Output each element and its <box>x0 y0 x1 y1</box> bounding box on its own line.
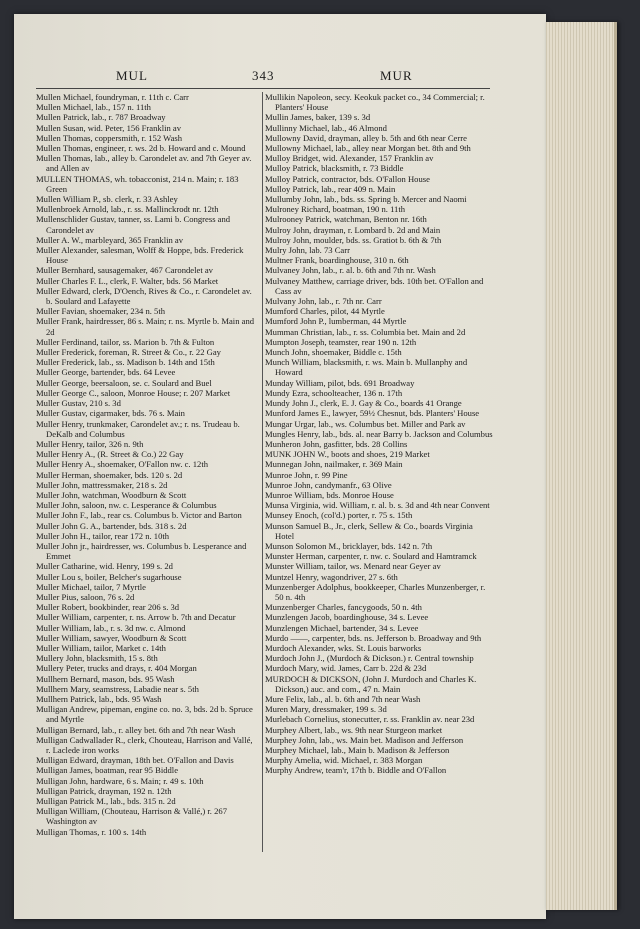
directory-entry: Muller Frederick, lab., ss. Madison b. 14th and 15th <box>36 357 215 368</box>
directory-entry: Mundy John J., clerk, E. J. Gay & Co., boards 41 Orange <box>265 398 462 409</box>
directory-entry: Muller Favian, shoemaker, 234 n. 5th <box>36 306 166 317</box>
directory-entry: Murphey Albert, lab., ws. 9th near Sturgeon market <box>265 724 443 735</box>
directory-entry: Muller Edward, clerk, D'Oench, Rives & Co., r. Carondelet av. b. Soulard and Lafayette <box>36 285 252 307</box>
directory-entry: Muller John H., tailor, rear 172 n. 10th <box>36 530 170 541</box>
directory-entry: Muller Frederick, foreman, R. Street & Co., r. 22 Gay <box>36 347 221 358</box>
directory-entry: Mullowny David, drayman, alley b. 5th and 6th near Cerre <box>265 132 467 143</box>
directory-entry: Mulloy Bridget, wid. Alexander, 157 Franklin av <box>265 153 434 164</box>
directory-entry: Mumman Christian, lab., r. ss. Columbia bet. Main and 2d <box>265 326 466 337</box>
directory-entry: Mulligan Patrick M., lab., bds. 315 n. 2d <box>36 796 176 807</box>
directory-entry: Mullhern Bernard, mason, bds. 95 Wash <box>36 673 175 684</box>
directory-entry: Mullery Peter, trucks and drays, r. 404 Morgan <box>36 663 197 674</box>
directory-entry: Muller William, tailor, Market c. 14th <box>36 642 166 653</box>
directory-entry: Mullen Susan, wid. Peter, 156 Franklin av <box>36 122 182 133</box>
directory-entry: Muller Michael, tailor, 7 Myrtle <box>36 581 146 592</box>
directory-entry: Munch William, blacksmith, r. ws. Main b. Mullanphy and Howard <box>265 357 468 378</box>
directory-entry: Muller Herman, shoemaker, bds. 120 s. 2d <box>36 469 183 480</box>
page-number: 343 <box>252 68 275 83</box>
directory-entry: Mundy Ezra, schoolteacher, 136 n. 17th <box>265 387 403 398</box>
directory-entry: Mulry John, lab. 73 Carr <box>265 245 350 256</box>
directory-entry: Munnegan John, nailmaker, r. 369 Main <box>265 459 403 470</box>
directory-entry: Munzenberger Adolphus, bookkeeper, Charles Munzenberger, r. 50 n. 4th <box>265 581 486 602</box>
directory-entry: MURDOCH & DICKSON, (John J. Murdoch and Charles K. Dickson,) auc. and com., 47 n. Main <box>265 673 477 694</box>
directory-entry: Mullen Michael, lab., 157 n. 11th <box>36 102 151 113</box>
directory-entry: Muller Henry, tailor, 326 n. 9th <box>36 438 144 449</box>
directory-entry: Mullhern Patrick, lab., bds. 95 Wash <box>36 693 162 704</box>
directory-entry: Mulligan Thomas, r. 100 s. 14th <box>36 826 147 837</box>
directory-entry: Mullen William P., sb. clerk, r. 33 Ashley <box>36 194 178 205</box>
directory-entry: Munzlengen Michael, bartender, 34 s. Levee <box>265 622 419 633</box>
directory-entry: Mungar Urgar, lab., ws. Columbus bet. Miller and Park av <box>265 418 466 429</box>
directory-entry: Mullowny Michael, lab., alley near Morgan bet. 8th and 9th <box>265 143 471 154</box>
directory-entry: Munzenberger Charles, fancygoods, 50 n. 4th <box>265 602 422 613</box>
directory-entry: Mulligan Bernard, lab., r. alley bet. 6th and 7th near Wash <box>36 724 236 735</box>
directory-entry: Muller John jr., hairdresser, ws. Columbus b. Lesperance and Emmet <box>36 540 247 562</box>
directory-entry: Mumford Charles, pilot, 44 Myrtle <box>265 306 385 317</box>
directory-entry: Muller Pius, saloon, 76 s. 2d <box>36 591 135 602</box>
directory-entry: Muller Bernhard, sausagemaker, 467 Carondelet av <box>36 265 213 276</box>
directory-entry: Mulvaney Matthew, carriage driver, bds. 10th bet. O'Fallon and Cass av <box>265 275 484 296</box>
directory-entry: Muller Catharine, wid. Henry, 199 s. 2d <box>36 561 173 572</box>
directory-entry: Muller Robert, bookbinder, rear 206 s. 3d <box>36 602 180 613</box>
directory-entry: Mulligan James, boatman, rear 95 Biddle <box>36 765 179 776</box>
directory-entry: Muller John F., lab., rear cs. Columbus b. Victor and Barton <box>36 510 242 521</box>
directory-entry: Muller Gustav, 210 s. 3d <box>36 398 121 409</box>
directory-entry: Murlebach Cornelius, stonecutter, r. ss. Franklin av. near 23d <box>265 714 475 725</box>
directory-entry: Mulroy John, drayman, r. Lombard b. 2d and Main <box>265 224 441 235</box>
directory-entry: Mullinny Michael, lab., 46 Almond <box>265 122 387 133</box>
directory-entry: Murphy Andrew, team'r, 17th b. Biddle and O'Fallon <box>265 765 447 776</box>
directory-entry: Mullen Michael, foundryman, r. 11th c. Carr <box>36 92 189 102</box>
directory-entry: Murdoch Alexander, wks. St. Louis barworks <box>265 642 422 653</box>
directory-entry: Munroe William, bds. Monroe House <box>265 489 394 500</box>
directory-entry: Munson Solomon M., bricklayer, bds. 142 n. 7th <box>265 540 433 551</box>
directory-entry: Mulroy John, moulder, bds. ss. Gratiot b. 6th & 7th <box>265 234 442 245</box>
header-right-guide-word: MUR <box>380 68 413 83</box>
page-edges <box>546 22 617 910</box>
directory-entry: Munster William, tailor, ws. Menard near Geyer av <box>265 561 441 572</box>
directory-entry: Muller A. W., marbleyard, 365 Franklin av <box>36 234 184 245</box>
directory-entry: Mulvaney John, lab., r. al. b. 6th and 7th nr. Wash <box>265 265 436 276</box>
directory-entry: Munson Samuel B., Jr., clerk, Sellew & Co., boards Virginia Hotel <box>265 520 473 541</box>
directory-entry: Mulvany John, lab., r. 7th nr. Carr <box>265 296 382 307</box>
directory-entry: Mulloy Patrick, blacksmith, r. 73 Biddle <box>265 163 404 174</box>
header-rule <box>36 88 490 89</box>
directory-entry: Mullikin Napoleon, secy. Keokuk packet co., 34 Commercial; r. Planters' House <box>265 92 485 113</box>
directory-entry: Mullen Thomas, engineer, r. ws. 2d b. Howard and c. Mound <box>36 143 246 154</box>
directory-entry: Munch John, shoemaker, Biddle c. 15th <box>265 347 402 358</box>
directory-entry: Muren Mary, dressmaker, 199 s. 3d <box>265 704 387 715</box>
directory-entry: Murphey John, lab., ws. Main bet. Madison and Jefferson <box>265 734 464 745</box>
directory-entry: Muller Henry A., shoemaker, O'Fallon nw. c. 12th <box>36 459 209 470</box>
directory-entry: Mulloy Patrick, lab., rear 409 n. Main <box>265 183 396 194</box>
directory-entry: Mullenschlider Gustav, tanner, ss. Lami b. Congress and Carondelet av <box>36 214 231 235</box>
directory-entry: Murphy Amelia, wid. Michael, r. 383 Morgan <box>265 755 423 766</box>
header-left-guide-word: MUL <box>116 68 148 83</box>
directory-entry: Muller William, lab., r. s. 3d nw. c. Almond <box>36 622 186 633</box>
directory-entry: Mullen Thomas, lab., alley b. Carondelet av. and 7th Geyer av. and Allen av <box>36 153 252 174</box>
directory-entry: Muller George, bartender, bds. 64 Levee <box>36 367 176 378</box>
page-header <box>30 68 490 84</box>
directory-entry: Mure Felix, lab., al. b. 6th and 7th near Wash <box>265 693 421 704</box>
directory-entry: Murphey Michael, lab., Main b. Madison & Jefferson <box>265 745 450 755</box>
directory-entry: Mullhern Mary, seamstress, Labadie near s. 5th <box>36 683 199 694</box>
directory-entry: Mulligan Andrew, pipeman, engine co. no. 3, bds. 2d b. Spruce and Myrtle <box>36 704 253 725</box>
directory-entry: Mulligan Edward, drayman, 18th bet. O'Fallon and Davis <box>36 755 234 766</box>
directory-entry: Mungles Henry, lab., bds. al. near Barry b. Jackson and Columbus <box>265 428 493 439</box>
right-column <box>265 92 493 776</box>
directory-entry: Mullen Patrick, lab., r. 787 Broadway <box>36 112 166 123</box>
directory-entry: Muller John, saloon, nw. c. Lesperance & Columbus <box>36 500 217 511</box>
directory-entry: Muller Alexander, salesman, Wolff & Hoppe, bds. Frederick House <box>36 245 244 266</box>
directory-entry: Muller Charles F. L., clerk, F. Walter, bds. 56 Market <box>36 275 219 286</box>
directory-entry: Muller Ferdinand, tailor, ss. Marion b. 7th & Fulton <box>36 336 215 347</box>
directory-entry: Munroe John, candymanfr., 63 Olive <box>265 479 392 490</box>
directory-entry: Mulligan Patrick, drayman, 192 n. 12th <box>36 785 172 796</box>
directory-entry: Muller John, watchman, Woodburn & Scott <box>36 489 187 500</box>
directory-entry: Munster Herman, carpenter, r. nw. c. Soulard and Hamtramck <box>265 551 477 562</box>
directory-entry: Muller Frank, hairdresser, 86 s. Main; r. ns. Myrtle b. Main and 2d <box>36 316 255 337</box>
directory-entry: Munford James E., lawyer, 59½ Chesnut, bds. Planters' House <box>265 408 480 419</box>
directory-entry: Mullen Thomas, coppersmith, r. 152 Wash <box>36 132 183 143</box>
directory-entry: Munheron John, gasfitter, bds. 28 Collins <box>265 438 408 449</box>
directory-entry: Muller George C., saloon, Monroe House; r. 207 Market <box>36 387 231 398</box>
directory-entry: Mumpton Joseph, teamster, rear 190 n. 12th <box>265 336 417 347</box>
directory-entry: Mulloy Patrick, contractor, bds. O'Fallon House <box>265 173 430 184</box>
directory-entry: Muller John, mattressmaker, 218 s. 2d <box>36 479 168 490</box>
directory-entry: Munsa Virginia, wid. William, r. al. b. s. 3d and 4th near Convent <box>265 500 490 511</box>
directory-entry: Multner Frank, boardinghouse, 310 n. 6th <box>265 255 409 266</box>
directory-entry: Muller Lou s, boiler, Belcher's sugarhouse <box>36 571 182 582</box>
directory-entry: Munroe John, r. 99 Pine <box>265 469 348 480</box>
directory-entry: Muller Gustav, cigarmaker, bds. 76 s. Main <box>36 408 185 419</box>
directory-entry: Mulrooney Patrick, watchman, Benton nr. 16th <box>265 214 427 225</box>
directory-entry: Murdoch John J., (Murdoch & Dickson.) r. Central township <box>265 653 474 664</box>
directory-entry: Mullenbroek Arnold, lab., r. ss. Mallinckrodt nr. 12th <box>36 204 219 215</box>
directory-entry: Mumford John P., lumberman, 44 Myrtle <box>265 316 407 327</box>
directory-entry: Mulroney Richard, boatman, 190 n. 11th <box>265 204 406 215</box>
directory-entry: Murdoch Mary, wid. James, Carr b. 22d & 23d <box>265 663 427 674</box>
directory-entry: MULLEN THOMAS, wh. tobacconist, 214 n. Main; r. 183 Green <box>36 173 239 194</box>
directory-entry: Muller William, carpenter, r. ns. Arrow b. 7th and Decatur <box>36 612 236 623</box>
left-column <box>36 92 258 837</box>
directory-entry: Munsey Enoch, (col'd.) porter, r. 75 s. 15th <box>265 510 413 521</box>
directory-entry: Mullery John, blacksmith, 15 s. 8th <box>36 653 158 664</box>
directory-entry: Mulligan William, (Chouteau, Harrison & Vallé,) r. 267 Washington av <box>36 806 227 827</box>
directory-entry: Muller Henry A., (R. Street & Co.) 22 Gay <box>36 449 184 460</box>
directory-entry: Munday William, pilot, bds. 691 Broadway <box>265 377 415 388</box>
directory-entry: Mulligan John, hardware, 6 s. Main; r. 49 s. 10th <box>36 775 204 786</box>
directory-entry: Murdo ——, carpenter, bds. ns. Jefferson b. Broadway and 9th <box>265 632 482 643</box>
directory-entry: Muller John G. A., bartender, bds. 318 s. 2d <box>36 520 187 531</box>
directory-entry: Muller William, sawyer, Woodburn & Scott <box>36 632 187 643</box>
directory-entry: MUNK JOHN W., boots and shoes, 219 Market <box>265 449 430 460</box>
directory-entry: Muntzel Henry, wagondriver, 27 s. 6th <box>265 571 398 582</box>
directory-entry: Mullumby John, lab., bds. ss. Spring b. Mercer and Naomi <box>265 194 467 205</box>
directory-entry: Munzlengen Jacob, boardinghouse, 34 s. Levee <box>265 612 429 623</box>
directory-entry: Mulligan Cadwallader R., clerk, Chouteau, Harrison and Vallé, r. Laclede iron works <box>36 734 253 755</box>
directory-entry: Muller Henry, trunkmaker, Carondelet av.; r. ns. Trudeau b. DeKalb and Columbus <box>36 418 240 439</box>
directory-entry: Mullin James, baker, 139 s. 3d <box>265 112 371 123</box>
directory-entry: Muller George, beersaloon, se. c. Soulard and Buel <box>36 377 212 388</box>
